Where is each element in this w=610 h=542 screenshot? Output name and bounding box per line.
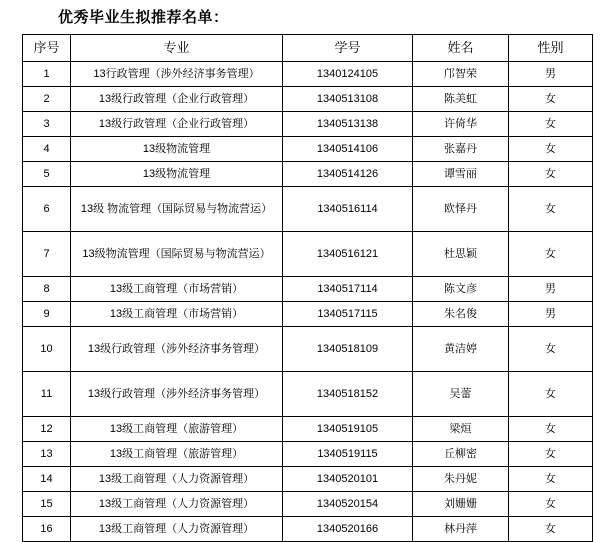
cell-sex: 女 — [509, 492, 593, 517]
cell-no: 2 — [23, 87, 71, 112]
cell-major: 13级物流管理 — [71, 137, 283, 162]
cell-major: 13级工商管理（人力资源管理） — [71, 517, 283, 542]
cell-major: 13级行政管理（涉外经济事务管理） — [71, 372, 283, 417]
table-row — [23, 187, 593, 232]
cell-sex: 女 — [509, 162, 593, 187]
cell-major: 13级行政管理（企业行政管理） — [71, 87, 283, 112]
cell-no: 7 — [23, 232, 71, 277]
cell-no: 16 — [23, 517, 71, 542]
cell-name: 林丹萍 — [413, 517, 509, 542]
cell-major: 13行政管理（涉外经济事务管理） — [71, 62, 283, 87]
cell-name: 丘柳密 — [413, 442, 509, 467]
cell-name: 许倚华 — [413, 112, 509, 137]
cell-sex: 女 — [509, 87, 593, 112]
table-row — [23, 87, 593, 112]
table-row — [23, 467, 593, 492]
cell-major: 13级工商管理（旅游管理） — [71, 442, 283, 467]
table-row — [23, 517, 593, 542]
column-header-id: 学号 — [283, 35, 413, 62]
cell-name: 朱丹妮 — [413, 467, 509, 492]
cell-name: 朱名俊 — [413, 302, 509, 327]
table-body — [23, 62, 593, 542]
table-row — [23, 417, 593, 442]
cell-id: 1340514106 — [283, 137, 413, 162]
cell-id: 1340520101 — [283, 467, 413, 492]
table-row — [23, 372, 593, 417]
cell-sex: 女 — [509, 327, 593, 372]
cell-id: 1340518152 — [283, 372, 413, 417]
cell-name: 谭雪丽 — [413, 162, 509, 187]
cell-major: 13级 物流管理（国际贸易与物流营运） — [71, 187, 283, 232]
roster-table — [22, 34, 593, 542]
cell-id: 1340516114 — [283, 187, 413, 232]
column-header-major: 专业 — [71, 35, 283, 62]
cell-no: 4 — [23, 137, 71, 162]
cell-no: 5 — [23, 162, 71, 187]
cell-name: 吴蕾 — [413, 372, 509, 417]
cell-major: 13级工商管理（旅游管理） — [71, 417, 283, 442]
cell-sex: 女 — [509, 112, 593, 137]
cell-id: 1340124105 — [283, 62, 413, 87]
column-header-name: 姓名 — [413, 35, 509, 62]
cell-no: 11 — [23, 372, 71, 417]
cell-name: 梁烜 — [413, 417, 509, 442]
cell-no: 14 — [23, 467, 71, 492]
page-title: 优秀毕业生拟推荐名单： — [58, 9, 229, 26]
cell-name: 张嘉丹 — [413, 137, 509, 162]
cell-major: 13级行政管理（涉外经济事务管理） — [71, 327, 283, 372]
cell-major: 13级工商管理（人力资源管理） — [71, 467, 283, 492]
cell-no: 10 — [23, 327, 71, 372]
table-row — [23, 112, 593, 137]
document-page — [0, 8, 610, 535]
cell-id: 1340516121 — [283, 232, 413, 277]
table-row — [23, 492, 593, 517]
cell-name: 黄洁婷 — [413, 327, 509, 372]
table-row — [23, 62, 593, 87]
cell-no: 13 — [23, 442, 71, 467]
cell-major: 13级行政管理（企业行政管理） — [71, 112, 283, 137]
cell-id: 1340520154 — [283, 492, 413, 517]
cell-name: 陈美虹 — [413, 87, 509, 112]
cell-id: 1340518109 — [283, 327, 413, 372]
table-row — [23, 277, 593, 302]
cell-name: 欧怿丹 — [413, 187, 509, 232]
cell-sex: 女 — [509, 187, 593, 232]
cell-sex: 男 — [509, 277, 593, 302]
cell-id: 1340514126 — [283, 162, 413, 187]
table-row — [23, 162, 593, 187]
cell-name: 杜思颖 — [413, 232, 509, 277]
cell-major: 13级物流管理 — [71, 162, 283, 187]
cell-major: 13级物流管理（国际贸易与物流营运） — [71, 232, 283, 277]
table-row — [23, 327, 593, 372]
cell-sex: 女 — [509, 372, 593, 417]
cell-id: 1340513138 — [283, 112, 413, 137]
cell-sex: 女 — [509, 232, 593, 277]
cell-no: 6 — [23, 187, 71, 232]
cell-no: 15 — [23, 492, 71, 517]
cell-sex: 女 — [509, 137, 593, 162]
cell-sex: 男 — [509, 62, 593, 87]
cell-no: 3 — [23, 112, 71, 137]
cell-id: 1340520166 — [283, 517, 413, 542]
cell-id: 1340513108 — [283, 87, 413, 112]
cell-name: 刘姗姗 — [413, 492, 509, 517]
roster-table-wrapper — [22, 34, 592, 542]
table-row — [23, 232, 593, 277]
cell-name: 陈文彦 — [413, 277, 509, 302]
cell-major: 13级工商管理（市场营销） — [71, 302, 283, 327]
table-row — [23, 302, 593, 327]
table-header-row — [23, 35, 593, 62]
cell-sex: 女 — [509, 442, 593, 467]
cell-id: 1340517115 — [283, 302, 413, 327]
cell-sex: 男 — [509, 302, 593, 327]
table-header — [23, 35, 593, 62]
cell-name: 邝智荣 — [413, 62, 509, 87]
cell-no: 1 — [23, 62, 71, 87]
cell-id: 1340519105 — [283, 417, 413, 442]
cell-sex: 女 — [509, 517, 593, 542]
cell-no: 8 — [23, 277, 71, 302]
cell-no: 9 — [23, 302, 71, 327]
cell-id: 1340517114 — [283, 277, 413, 302]
cell-sex: 女 — [509, 417, 593, 442]
cell-major: 13级工商管理（市场营销） — [71, 277, 283, 302]
cell-sex: 女 — [509, 467, 593, 492]
cell-no: 12 — [23, 417, 71, 442]
table-row — [23, 137, 593, 162]
cell-major: 13级工商管理（人力资源管理） — [71, 492, 283, 517]
cell-id: 1340519115 — [283, 442, 413, 467]
column-header-sex: 性别 — [509, 35, 593, 62]
table-row — [23, 442, 593, 467]
column-header-no: 序号 — [23, 35, 71, 62]
